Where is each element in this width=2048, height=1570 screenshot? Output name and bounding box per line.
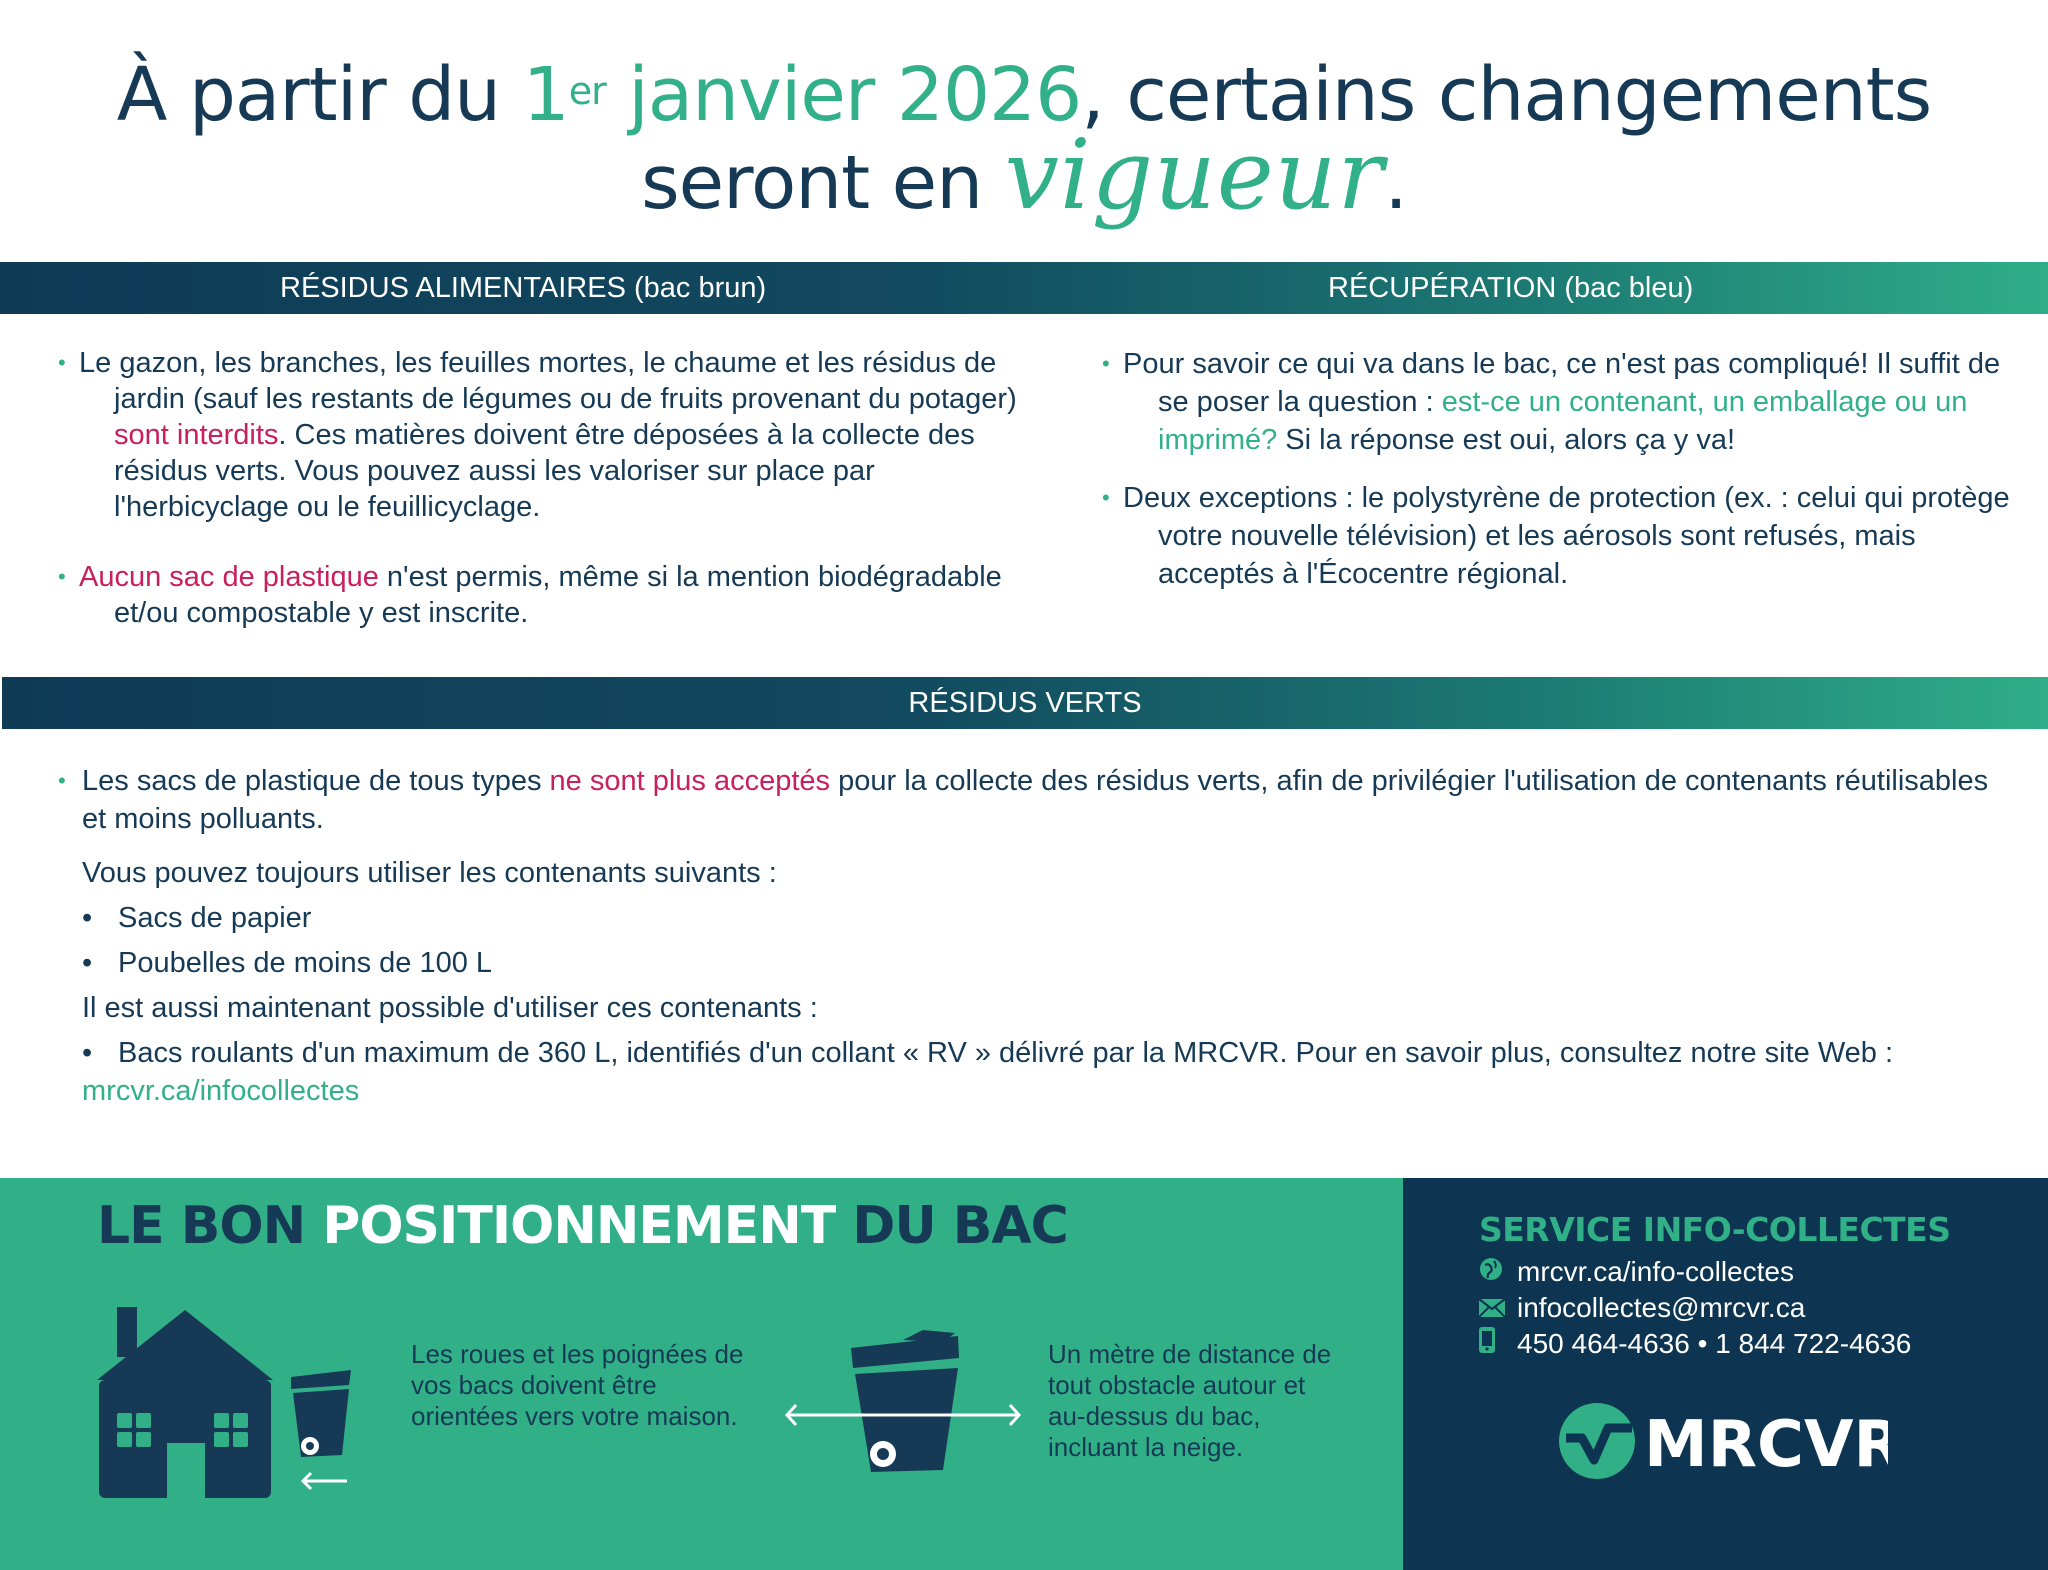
verts-paragraph-2: Vous pouvez toujours utiliser les contenants suivants : [82, 857, 777, 889]
headline-script-word: vigueur [1004, 119, 1385, 231]
infocollectes-link[interactable]: mrcvr.ca/infocollectes [82, 1075, 360, 1107]
alimentaires-b1-text-end: . Ces matières doivent être déposées à la collecte des résidus verts. Vous pouvez aussi les valoriser sur place par l'herbicyclage ou le feuillicyclage. [114, 419, 975, 523]
verts-content [58, 762, 2008, 1110]
list-item [1102, 479, 2032, 593]
positionnement-title-b: POSITIONNEMENT [322, 1196, 836, 1256]
list-item: • Poubelles de moins de 100 L [82, 947, 493, 979]
list-item [1102, 345, 2032, 459]
recuperation-b2-text: Deux exceptions : le polystyrène de protection (ex. : celui qui protège votre nouvelle télévision) et les aérosols sont refusés, mais acceptés à l'Écocentre régional. [1123, 482, 2010, 590]
recuperation-b1-text-end: Si la réponse est oui, alors ça y va! [1277, 424, 1736, 456]
house-icon [95, 1305, 355, 1500]
section-title-recuperation: RÉCUPÉRATION (bac bleu) [1328, 272, 1694, 304]
list-item [58, 345, 1048, 525]
section-bar-top [0, 262, 2048, 314]
list-item [58, 559, 1048, 631]
envelope-icon [1479, 1293, 1517, 1327]
headline-part2: , certains changements [1081, 52, 1932, 138]
list-item: • Bacs roulants d'un maximum de 360 L, identifiés d'un collant « RV » délivré par la MRCVR. Pour en savoir plus, consultez notre site Web : mrcvr.ca/infocollectes [82, 1037, 1894, 1107]
section-bar-verts [2, 677, 2048, 729]
verts-p1-text-end: pour la collecte des résidus verts, afin de privilégier l'utilisation de contenants réutilisables et moins polluants. [82, 765, 1989, 835]
alimentaires-b1-highlight: sont interdits [114, 419, 279, 451]
verts-item-3: Bacs roulants d'un maximum de 360 L, identifiés d'un collant « RV » délivré par la MRCVR. Pour en savoir plus, consultez notre site Web : [118, 1037, 1894, 1069]
headline-part1: À partir du [116, 52, 523, 138]
bin-icon [783, 1328, 1023, 1478]
positionnement-text-2: Un mètre de distance de tout obstacle autour et au-dessus du bac, incluant la neige. [1048, 1339, 1332, 1462]
globe-icon [1479, 1257, 1517, 1291]
verts-p1-text: Les sacs de plastique de tous types [82, 765, 550, 797]
headline-ordinal: er [568, 69, 606, 113]
bin-icon [291, 1370, 351, 1457]
contact-email [1479, 1291, 1805, 1327]
alimentaires-b2-highlight: Aucun sac de plastique [79, 561, 379, 593]
positionnement-text-1: Les roues et les poignées de vos bacs doivent être orientées vers votre maison. [411, 1339, 744, 1431]
positionnement-title [97, 1196, 1068, 1256]
recuperation-b1-highlight: est-ce un contenant, un emballage ou un imprimé? [1158, 386, 1968, 456]
verts-paragraph-1 [58, 762, 2008, 838]
section-title-alimentaires: RÉSIDUS ALIMENTAIRES (bac brun) [280, 272, 767, 304]
service-web-link[interactable]: mrcvr.ca/info-collectes [1517, 1256, 1794, 1287]
verts-item-1: Sacs de papier [118, 902, 312, 934]
recuperation-b1-text: Pour savoir ce qui va dans le bac, ce n'est pas compliqué! Il suffit de se poser la question : [1123, 348, 2001, 418]
service-phone: 450 464-4636 • 1 844 722-4636 [1517, 1328, 1912, 1359]
service-email-link[interactable]: infocollectes@mrcvr.ca [1517, 1292, 1806, 1323]
recuperation-column [1102, 345, 2032, 613]
list-item: • Sacs de papier [82, 902, 312, 934]
verts-p1-highlight: ne sont plus acceptés [549, 765, 831, 797]
contact-phone [1479, 1327, 1911, 1363]
phone-icon [1479, 1327, 1517, 1363]
verts-paragraph-3: Il est aussi maintenant possible d'utiliser ces contenants : [82, 992, 818, 1024]
positionnement-title-a: LE BON [97, 1196, 323, 1256]
headline-day: 1 [522, 52, 569, 138]
mrcvr-logo [1558, 1402, 1888, 1489]
contact-web [1479, 1255, 1794, 1291]
headline [0, 52, 2048, 231]
verts-item-2: Poubelles de moins de 100 L [118, 947, 493, 979]
headline-line2-text: seront en [641, 140, 1005, 226]
service-title: SERVICE INFO-COLLECTES [1479, 1210, 1951, 1249]
headline-period: . [1384, 140, 1407, 226]
logo-text: MRCVR [1644, 1408, 1888, 1482]
alimentaires-b2-text: n'est permis, même si la mention biodégradable et/ou compostable y est inscrite. [114, 561, 1002, 629]
alimentaires-column [58, 345, 1048, 665]
headline-line2 [0, 119, 2048, 231]
positionnement-title-c: DU BAC [835, 1196, 1068, 1256]
alimentaires-b1-text: Le gazon, les branches, les feuilles mortes, le chaume et les résidus de jardin (sauf les restants de légumes ou de fruits provenant du potager) [79, 347, 1017, 415]
headline-date: janvier 2026 [605, 52, 1082, 138]
section-title-verts: RÉSIDUS VERTS [908, 687, 1142, 719]
